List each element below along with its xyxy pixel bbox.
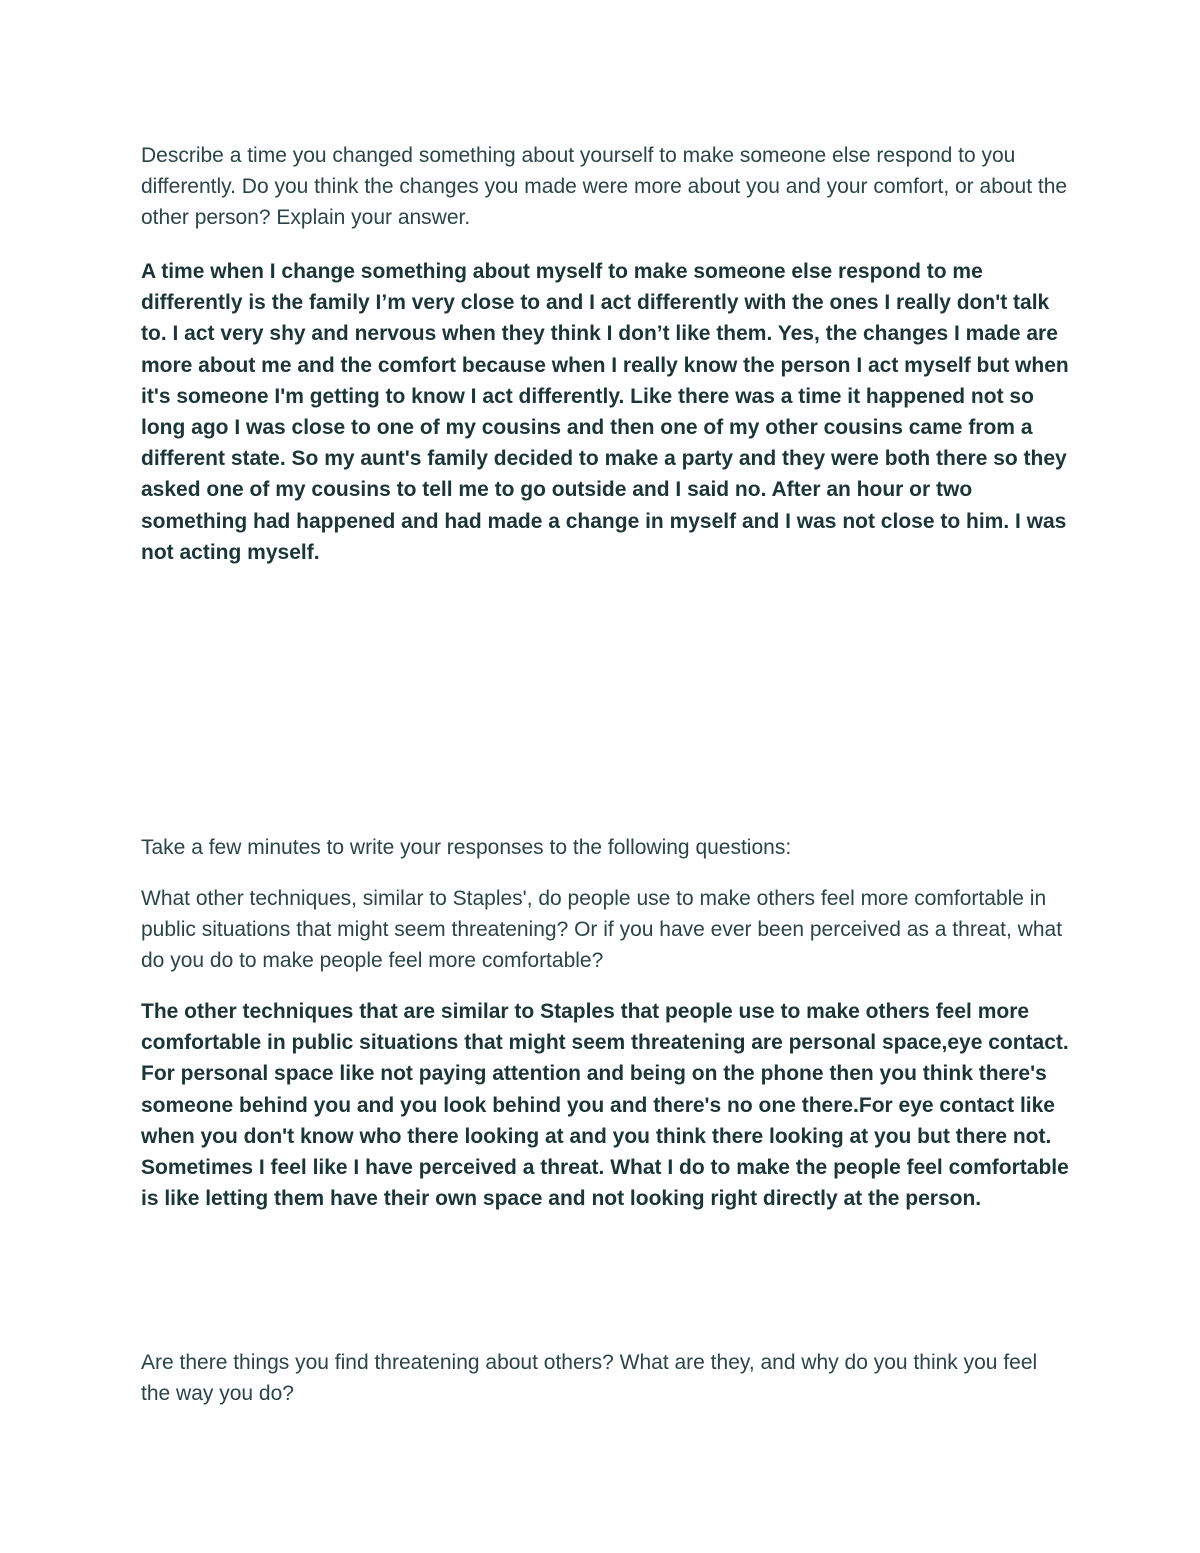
answer-2: The other techniques that are similar to Staples that people use to make others feel more comfortable in public situations that might seem threatening are personal space,eye contact. For personal space like not paying attention and being on the phone then you think there's someone behind you and you look behind you and there's no one there.For eye contact like when you don't know who there looking at and you think there looking at you but there not. Sometimes I feel like I have perceived a threat. What I do to make the people feel comfortable is like letting them have their own space and not looking right directly at the person. bbox=[141, 1000, 1069, 1211]
instructions: Take a few minutes to write your responses to the following questions: bbox=[141, 836, 792, 859]
question-2: What other techniques, similar to Staples', do people use to make others feel more comfortable in public situations that might seem threatening? Or if you have ever been perceived as a threat, what do you do to make people feel more comfortable? bbox=[141, 887, 1063, 973]
answer-1: A time when I change something about myself to make someone else respond to me differently is the family I’m very close to and I act differently with the ones I really don't talk to. I act very shy and nervous when they think I don’t like them. Yes, the changes I made are more about me and the comfort because when I really know the person I act myself but when it's someone I'm getting to know I act differently. Like there was a time it happened not so long ago I was close to one of my cousins and then one of my other cousins came from a different state. So my aunt's family decided to make a party and they were both there so they asked one of my cousins to tell me to go outside and I said no. After an hour or two something had happened and had made a change in myself and I was not close to him. I was not acting myself. bbox=[141, 260, 1069, 564]
question-3: Are there things you find threatening about others? What are they, and why do you think you feel the way you do? bbox=[141, 1351, 1038, 1406]
question-1: Describe a time you changed something about yourself to make someone else respond to you differently. Do you think the changes you made were more about you and your comfort, or about the other person? Explain your answer. bbox=[141, 144, 1068, 230]
